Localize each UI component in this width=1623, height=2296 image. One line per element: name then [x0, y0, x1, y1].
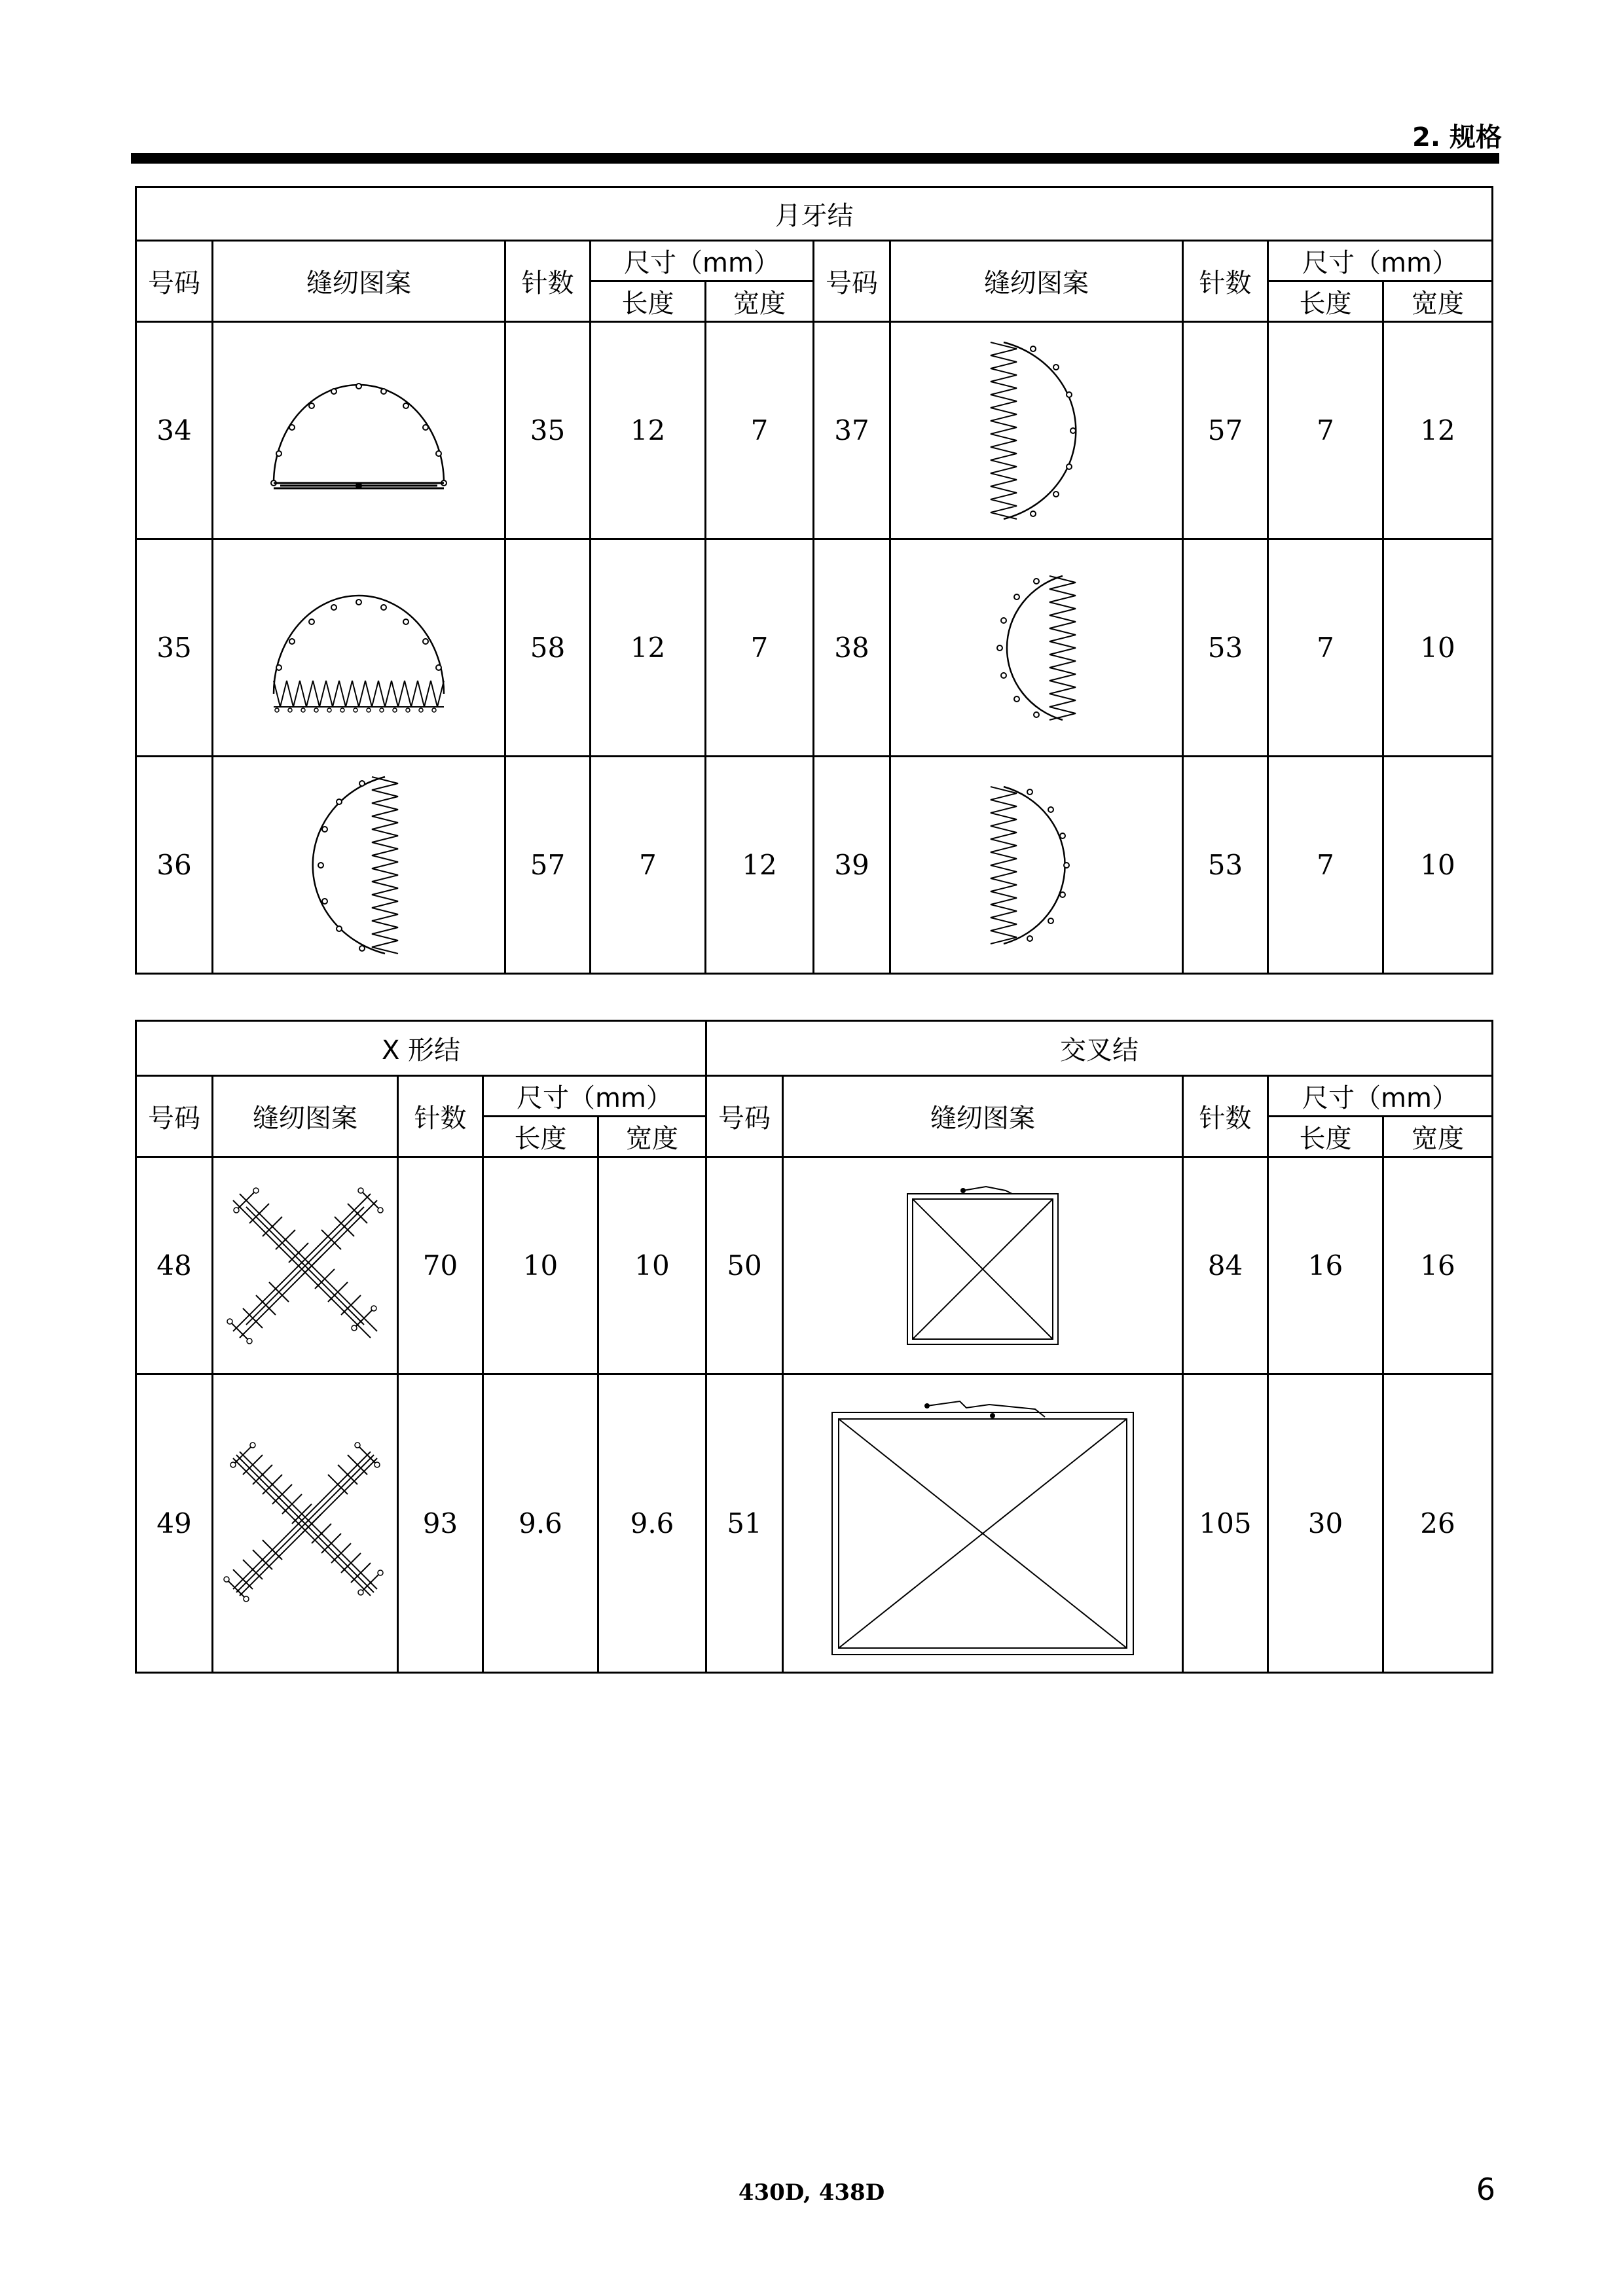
stitch-count: 53	[1183, 539, 1268, 757]
size-length: 7	[1268, 322, 1383, 539]
half-moon-right-zigzag-icon	[964, 774, 1108, 957]
table-row	[136, 1157, 1493, 1374]
stitch-count: 57	[505, 757, 591, 974]
header-length: 长度	[483, 1117, 598, 1157]
header-pattern: 缝纫图案	[213, 1076, 398, 1157]
pattern-number: 35	[136, 539, 213, 757]
header-stitches: 针数	[398, 1076, 483, 1157]
pattern-number: 37	[814, 322, 890, 539]
header-stitches: 针数	[1183, 241, 1268, 322]
pattern-number: 48	[136, 1157, 213, 1374]
header-no: 号码	[706, 1076, 783, 1157]
box-cross-icon	[819, 1383, 1146, 1664]
header-stitches: 针数	[1183, 1076, 1268, 1157]
header-size: 尺寸（mm）	[1268, 241, 1493, 281]
size-length: 7	[1268, 539, 1383, 757]
page-number: 6	[1476, 2172, 1495, 2207]
pattern-illustration	[213, 1157, 398, 1374]
stitch-count: 57	[1183, 322, 1268, 539]
header-size: 尺寸（mm）	[483, 1076, 706, 1117]
stitch-count: 53	[1183, 757, 1268, 974]
table-row	[136, 1374, 1493, 1673]
table-row	[136, 539, 1493, 757]
header-length: 长度	[1268, 281, 1383, 322]
half-moon-bottom-zigzag-icon	[254, 576, 464, 720]
size-length: 7	[591, 757, 706, 974]
stitch-count: 35	[505, 322, 591, 539]
half-moon-left-zigzag-icon	[964, 563, 1108, 733]
size-width: 9.6	[598, 1374, 706, 1673]
section-title: 2. 规格	[1412, 122, 1502, 152]
size-length: 12	[591, 539, 706, 757]
size-length: 10	[483, 1157, 598, 1374]
header-size: 尺寸（mm）	[591, 241, 814, 281]
header-length: 长度	[591, 281, 706, 322]
stitch-count: 58	[505, 539, 591, 757]
pattern-illustration	[890, 322, 1183, 539]
table-row	[136, 757, 1493, 974]
header-width: 宽度	[706, 281, 814, 322]
header-no: 号码	[136, 1076, 213, 1157]
header-pattern: 缝纫图案	[783, 1076, 1183, 1157]
header-no: 号码	[136, 241, 213, 322]
stitch-count: 84	[1183, 1157, 1268, 1374]
x-shape-dense-icon	[220, 1439, 390, 1609]
x-cross-table	[135, 1020, 1493, 1674]
size-width: 12	[1383, 322, 1493, 539]
size-width: 7	[706, 322, 814, 539]
header-width: 宽度	[1383, 1117, 1493, 1157]
size-length: 16	[1268, 1157, 1383, 1374]
header-width: 宽度	[598, 1117, 706, 1157]
pattern-illustration	[213, 757, 505, 974]
header-rule	[131, 153, 1499, 164]
pattern-number: 51	[706, 1374, 783, 1673]
pattern-number: 36	[136, 757, 213, 974]
size-width: 7	[706, 539, 814, 757]
pattern-number: 50	[706, 1157, 783, 1374]
stitch-count: 70	[398, 1157, 483, 1374]
size-width: 10	[1383, 539, 1493, 757]
half-moon-bottom-icon	[254, 359, 464, 503]
pattern-number: 34	[136, 322, 213, 539]
table-title-right: 交叉结	[706, 1021, 1493, 1076]
pattern-illustration	[783, 1374, 1183, 1673]
pattern-illustration	[783, 1157, 1183, 1374]
stitch-count: 93	[398, 1374, 483, 1673]
size-length: 30	[1268, 1374, 1383, 1673]
x-shape-icon	[220, 1181, 390, 1351]
size-width: 26	[1383, 1374, 1493, 1673]
header-pattern: 缝纫图案	[213, 241, 505, 322]
pattern-illustration	[890, 757, 1183, 974]
header-length: 长度	[1268, 1117, 1383, 1157]
stitch-count: 105	[1183, 1374, 1268, 1673]
header-stitches: 针数	[505, 241, 591, 322]
header-width: 宽度	[1383, 281, 1493, 322]
table-row	[136, 322, 1493, 539]
half-moon-left-zigzag-icon	[287, 764, 431, 967]
header-size: 尺寸（mm）	[1268, 1076, 1493, 1117]
size-length: 9.6	[483, 1374, 598, 1673]
pattern-number: 39	[814, 757, 890, 974]
pattern-number: 38	[814, 539, 890, 757]
header-pattern: 缝纫图案	[890, 241, 1183, 322]
half-moon-table	[135, 186, 1493, 975]
size-width: 10	[598, 1157, 706, 1374]
size-width: 10	[1383, 757, 1493, 974]
pattern-illustration	[213, 322, 505, 539]
pattern-illustration	[213, 539, 505, 757]
box-cross-icon	[894, 1177, 1071, 1354]
half-moon-right-zigzag-icon	[964, 329, 1108, 532]
footer-model: 430D, 438D	[738, 2179, 885, 2206]
header-no: 号码	[814, 241, 890, 322]
size-length: 12	[591, 322, 706, 539]
pattern-number: 49	[136, 1374, 213, 1673]
table-title: 月牙结	[136, 187, 1493, 241]
size-width: 16	[1383, 1157, 1493, 1374]
table-title-left: X 形结	[136, 1021, 706, 1076]
pattern-illustration	[213, 1374, 398, 1673]
size-length: 7	[1268, 757, 1383, 974]
size-width: 12	[706, 757, 814, 974]
pattern-illustration	[890, 539, 1183, 757]
